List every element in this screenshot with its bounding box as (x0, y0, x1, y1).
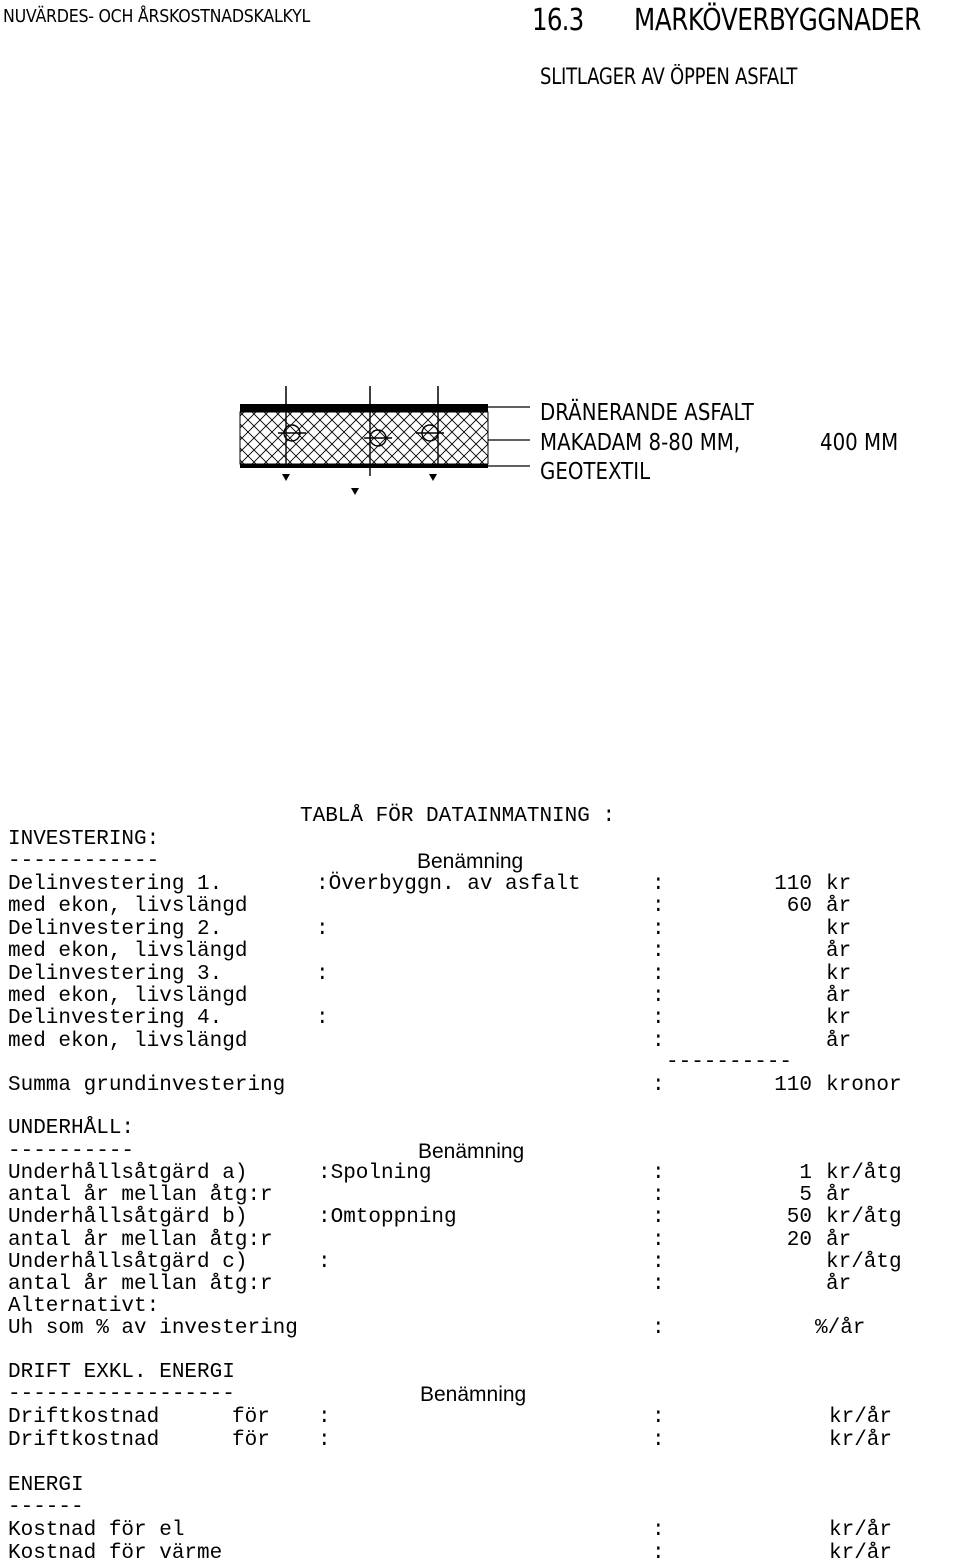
investering-row-unit: år (826, 940, 852, 964)
layer-label-macadam: MAKADAM 8-80 MM, (540, 430, 741, 456)
investering-row-colon: : (652, 1007, 665, 1031)
investering-row-label: Delinvestering 3. (8, 962, 223, 986)
investering-row-label: med ekon, livslängd (8, 895, 248, 919)
underhall-row-unit: kr/åtg (826, 1250, 902, 1274)
drift-row-label: Driftkostnad (8, 1428, 160, 1452)
investering-row-value: 60 (786, 895, 812, 919)
underhall-row-label: Underhållsåtgärd c) (8, 1250, 248, 1274)
drift-row-unit: kr/år (829, 1428, 893, 1452)
underhall-row-label: antal år mellan åtg:r (8, 1228, 273, 1252)
energi-heading: ENERGI (8, 1474, 84, 1497)
sum-value: 110 (774, 1074, 812, 1097)
drift-benamning-header: Benämning (420, 1383, 527, 1406)
investering-row-name: : (316, 1007, 329, 1031)
drift-row-label: Driftkostnad (8, 1406, 160, 1429)
drift-row-for: för (232, 1406, 270, 1429)
investering-row-colon: : (652, 917, 665, 941)
underhall-row-name: : (318, 1250, 331, 1274)
investering-row-colon: : (652, 873, 665, 896)
investering-row-unit: år (826, 1029, 852, 1053)
investering-row-name: : (316, 917, 329, 941)
investering-row-unit: år (826, 895, 852, 919)
underhall-benamning-header: Benämning (418, 1140, 525, 1163)
drift-row-for: för (232, 1428, 270, 1452)
underhall-row-colon: : (652, 1162, 665, 1185)
drift-heading: DRIFT EXKL. ENERGI (8, 1361, 235, 1384)
drift-row-name: : (318, 1406, 331, 1429)
investering-row-colon: : (652, 940, 665, 964)
leader-lines (488, 407, 530, 466)
section-title: MARKÖVERBYGGNADER (634, 3, 921, 38)
drift-row-name: : (318, 1428, 331, 1452)
asphalt-layer (240, 404, 488, 412)
underhall-underline: ---------- (8, 1140, 135, 1163)
investering-row-unit: kr (826, 1007, 852, 1031)
sum-unit: kronor (826, 1074, 902, 1097)
investering-heading: INVESTERING: (8, 828, 160, 851)
underhall-row-value: 1 (799, 1162, 812, 1185)
underhall-row-name: :Spolning (318, 1162, 432, 1185)
drift-underline: ------------------ (8, 1383, 235, 1406)
underhall-row-value: 5 (799, 1184, 812, 1208)
layer-label-drainage-asphalt: DRÄNERANDE ASFALT (540, 400, 754, 426)
table-title: TABLÅ FÖR DATAINMATNING : (300, 805, 616, 828)
investering-row-label: med ekon, livslängd (8, 940, 248, 964)
investering-row-colon: : (652, 985, 665, 1008)
sum-label: Summa grundinvestering (8, 1074, 286, 1097)
uh-percent-unit: %/år (815, 1317, 866, 1340)
energi-row-unit: kr/år (829, 1519, 893, 1542)
drift-row-colon: : (652, 1428, 665, 1452)
underhall-row-label: antal år mellan åtg:r (8, 1273, 273, 1296)
investering-row-unit: kr (826, 962, 852, 986)
investering-benamning-header: Benämning (417, 850, 524, 873)
uh-percent-label: Uh som % av investering (8, 1317, 298, 1340)
drain-arrows (282, 474, 437, 495)
alternativt-label: Alternativt: (8, 1295, 160, 1318)
investering-row-label: Delinvestering 2. (8, 917, 223, 941)
investering-row-name: :Överbyggn. av asfalt (316, 873, 581, 896)
energi-row-colon: : (652, 1519, 665, 1542)
underhall-row-value: 50 (786, 1206, 812, 1230)
underhall-row-name: :Omtoppning (318, 1206, 457, 1230)
underhall-row-unit: kr/åtg (826, 1206, 902, 1230)
investering-row-colon: : (652, 1029, 665, 1053)
energi-row-colon: : (652, 1541, 665, 1565)
energi-row-unit: kr/år (829, 1541, 893, 1565)
document-header-left: NUVÄRDES- OCH ÅRSKOSTNADSKALKYL (3, 6, 311, 27)
pavement-cross-section-diagram (230, 378, 530, 508)
underhall-row-label: Underhållsåtgärd a) (8, 1162, 248, 1185)
underhall-row-value: 20 (786, 1228, 812, 1252)
investering-row-label: Delinvestering 1. (8, 873, 223, 896)
sum-separator-line: ---------- (666, 1051, 793, 1074)
energi-row-label: Kostnad för el (8, 1519, 185, 1542)
underhall-row-colon: : (652, 1250, 665, 1274)
section-subtitle: SLITLAGER AV ÖPPEN ASFALT (540, 65, 798, 90)
underhall-row-label: antal år mellan åtg:r (8, 1184, 273, 1208)
pipe-markers (286, 386, 438, 406)
underhall-row-colon: : (652, 1228, 665, 1252)
investering-row-unit: år (826, 985, 852, 1008)
uh-percent-colon: : (652, 1317, 665, 1340)
investering-row-label: med ekon, livslängd (8, 985, 248, 1008)
investering-row-label: med ekon, livslängd (8, 1029, 248, 1053)
underhall-row-unit: år (826, 1184, 852, 1208)
underhall-row-colon: : (652, 1273, 665, 1296)
investering-row-value: 110 (774, 873, 812, 896)
investering-row-unit: kr (826, 873, 852, 896)
layer-label-geotextile: GEOTEXTIL (540, 459, 651, 485)
underhall-row-unit: år (826, 1228, 852, 1252)
investering-row-label: Delinvestering 4. (8, 1007, 223, 1031)
energi-underline: ------ (8, 1496, 84, 1519)
underhall-row-colon: : (652, 1184, 665, 1208)
energi-row-label: Kostnad för värme (8, 1541, 223, 1565)
investering-row-unit: kr (826, 917, 852, 941)
underhall-row-colon: : (652, 1206, 665, 1230)
underhall-heading: UNDERHÅLL: (8, 1117, 135, 1140)
investering-row-name: : (316, 962, 329, 986)
investering-row-colon: : (652, 962, 665, 986)
underhall-row-unit: år (826, 1273, 852, 1296)
underhall-row-label: Underhållsåtgärd b) (8, 1206, 248, 1230)
section-number: 16.3 (532, 3, 584, 38)
sum-colon: : (652, 1074, 665, 1097)
investering-underline: ------------ (8, 850, 160, 873)
underhall-row-unit: kr/åtg (826, 1162, 902, 1185)
layer-label-macadam-thickness: 400 MM (820, 430, 899, 456)
drift-row-colon: : (652, 1406, 665, 1429)
drift-row-unit: kr/år (829, 1406, 893, 1429)
investering-row-colon: : (652, 895, 665, 919)
geotextile-layer (240, 464, 488, 468)
